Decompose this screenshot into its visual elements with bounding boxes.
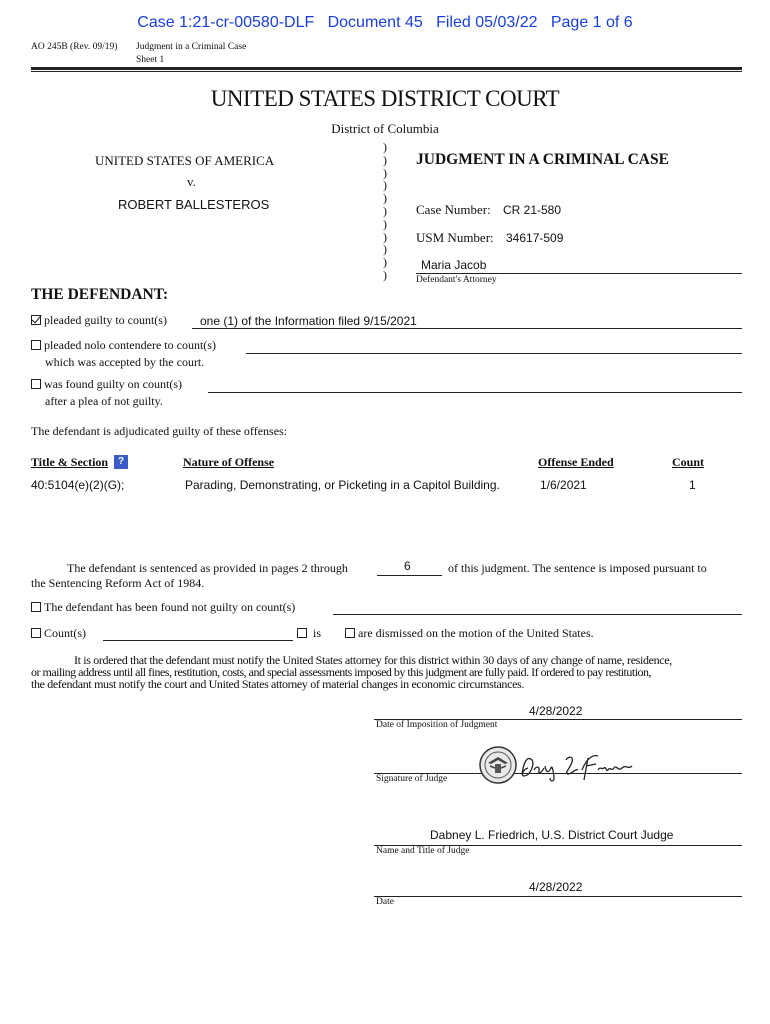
- not-guilty-rule: [333, 614, 742, 615]
- not-guilty-row: [31, 600, 295, 615]
- order-line-3: the defendant must notify the court and United States attorney of material changes in economic circumstances.: [31, 677, 525, 691]
- help-badge[interactable]: ?: [114, 455, 128, 469]
- is-checkbox[interactable]: [297, 628, 307, 638]
- ecf-header-stamp: Case 1:21-cr-00580-DLF Document 45 Filed 05/03/22 Page 1 of 6: [137, 14, 633, 31]
- date-label: Date: [376, 897, 394, 907]
- are-row: [345, 626, 594, 641]
- is-row: [297, 626, 321, 641]
- usm-number-value: 34617-509: [506, 231, 564, 245]
- nolo-label: pleaded nolo contendere to count(s): [44, 338, 216, 352]
- name-title-label: Name and Title of Judge: [376, 846, 470, 856]
- signature-label: Signature of Judge: [376, 774, 448, 784]
- attorney-rule: [416, 273, 742, 274]
- found-guilty-plea-label: after a plea of not guilty.: [45, 394, 163, 408]
- header-nature: Nature of Offense: [183, 455, 275, 469]
- order-line-1: It is ordered that the defendant must notify the United States attorney for this district within 30 days of any change of name, residence,: [74, 653, 672, 667]
- row-nature: Parading, Demonstrating, or Picketing in a Capitol Building.: [185, 478, 500, 492]
- plaintiff-name: UNITED STATES OF AMERICA: [95, 153, 275, 168]
- sentencing-text-3: the Sentencing Reform Act of 1984.: [31, 576, 205, 590]
- form-id: AO 245B (Rev. 09/19): [31, 42, 118, 52]
- is-label: is: [313, 626, 322, 640]
- counts-label: Count(s): [44, 626, 86, 640]
- are-label: are dismissed on the motion of the United States.: [358, 626, 594, 640]
- case-number-value: CR 21-580: [503, 203, 562, 217]
- signed-date-rule: [374, 896, 742, 897]
- sentencing-pages: 6: [404, 559, 411, 573]
- header-rule-thin: [31, 71, 742, 72]
- caption-parentheses: ) ) ) ) ) ) ) ) ) ) ): [383, 140, 387, 282]
- found-guilty-label: was found guilty on count(s): [44, 377, 182, 391]
- pleaded-guilty-label: pleaded guilty to count(s): [44, 313, 167, 327]
- nolo-checkbox[interactable]: [31, 340, 41, 350]
- nolo-rule: [246, 353, 742, 354]
- header-offense-ended: Offense Ended: [538, 455, 614, 469]
- defendant-name: ROBERT BALLESTEROS: [118, 197, 270, 212]
- court-seal-image: [478, 745, 518, 785]
- nolo-accepted-label: which was accepted by the court.: [45, 355, 205, 369]
- case-number-label: Case Number:: [416, 202, 491, 217]
- usm-number-label: USM Number:: [416, 230, 494, 245]
- adjudicated-text: The defendant is adjudicated guilty of these offenses:: [31, 424, 288, 438]
- row-count: 1: [689, 478, 696, 492]
- nolo-row: [31, 338, 216, 353]
- order-line-2: or mailing address until all fines, restitution, costs, and special assessments imposed by this judgment are fully paid. If ordered to pay restitution,: [31, 665, 652, 679]
- judgment-title: JUDGMENT IN A CRIMINAL CASE: [416, 151, 669, 168]
- pleaded-guilty-checkbox[interactable]: [31, 315, 41, 325]
- counts-checkbox[interactable]: [31, 628, 41, 638]
- sentencing-text-2: of this judgment. The sentence is imposed pursuant to: [448, 561, 707, 575]
- form-sheet: Sheet 1: [136, 55, 165, 65]
- are-checkbox[interactable]: [345, 628, 355, 638]
- defendant-heading: THE DEFENDANT:: [31, 286, 169, 303]
- counts-row: [31, 626, 86, 641]
- imposition-label: Date of Imposition of Judgment: [376, 720, 498, 730]
- imposition-date: 4/28/2022: [529, 704, 583, 718]
- header-rule-thick: [31, 67, 742, 70]
- judge-name-title: Dabney L. Friedrich, U.S. District Court Judge: [430, 828, 674, 842]
- attorney-label: Defendant's Attorney: [416, 275, 497, 285]
- header-title-section: Title & Section: [31, 455, 109, 469]
- not-guilty-checkbox[interactable]: [31, 602, 41, 612]
- sentencing-pages-rule: [377, 575, 442, 576]
- found-guilty-checkbox[interactable]: [31, 379, 41, 389]
- judge-signature-image: [518, 750, 638, 784]
- found-guilty-rule: [208, 392, 742, 393]
- found-guilty-row: [31, 377, 182, 392]
- versus: v.: [187, 174, 196, 189]
- row-title-section: 40:5104(e)(2)(G);: [31, 478, 125, 492]
- pleaded-guilty-rule: [192, 328, 742, 329]
- sentencing-text-1: The defendant is sentenced as provided in pages 2 through: [67, 561, 348, 575]
- pleaded-guilty-row: [31, 313, 167, 328]
- header-count: Count: [672, 455, 705, 469]
- court-name: UNITED STATES DISTRICT COURT: [210, 86, 560, 111]
- signed-date: 4/28/2022: [529, 880, 583, 894]
- form-title: Judgment in a Criminal Case: [136, 42, 247, 52]
- counts-rule: [103, 640, 293, 641]
- attorney-name: Maria Jacob: [421, 258, 487, 272]
- court-district: District of Columbia: [331, 121, 439, 136]
- pleaded-guilty-value: one (1) of the Information filed 9/15/2021: [200, 314, 417, 328]
- row-offense-ended: 1/6/2021: [540, 478, 587, 492]
- not-guilty-label: The defendant has been found not guilty on count(s): [44, 600, 296, 614]
